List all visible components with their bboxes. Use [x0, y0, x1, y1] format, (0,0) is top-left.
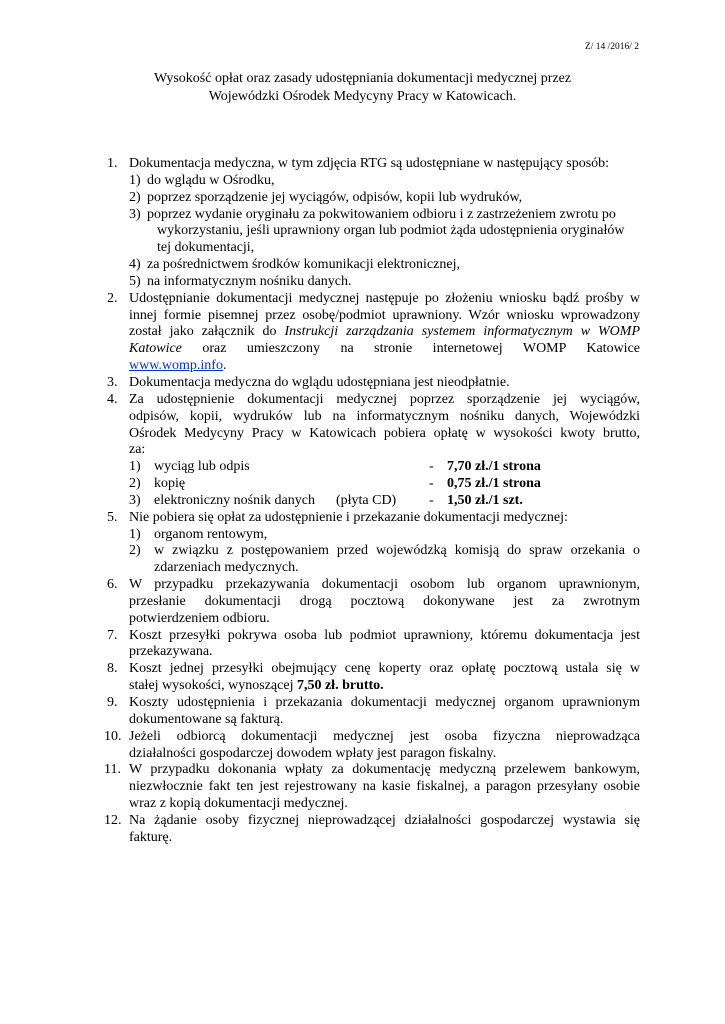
item-number: 12.: [104, 812, 122, 828]
fee-row: [129, 476, 640, 493]
sub-text: wykorzystaniu, jeśli uprawniony organ lub podmiot żąda udostępnienia oryginałów: [157, 223, 625, 239]
item-number: 10.: [104, 728, 122, 744]
item-text: odpisów, kopii, wydruków lub na informatycznym nośniku danych, Wojewódzki: [129, 408, 640, 424]
list-item-12: [104, 812, 640, 847]
fee-row: [129, 459, 640, 476]
item-text: innej formie pisemnej przez osobę/podmiot uprawniony. Wzór wniosku wprowadzony: [129, 307, 640, 323]
text-run: oraz umieszczony na stronie internetowej WOMP Katowice: [181, 341, 640, 357]
list-item-5: [107, 510, 640, 577]
item-text: działalności gospodarczej dowodem wpłaty jest paragon fiskalny.: [129, 745, 497, 761]
sub-number: 1): [129, 526, 141, 542]
item-text: niezwłocznie fakt ten jest rejestrowany na kasie fiskalnej, a paragon przesyłany osobie: [129, 779, 640, 795]
sub-text: za pośrednictwem środków komunikacji elektronicznej,: [147, 257, 460, 273]
item-text: Udostępnianie dokumentacji medycznej następuje po złożeniu wniosku bądź prośby w: [129, 290, 640, 306]
item-number: 8.: [107, 661, 118, 677]
item-text: W przypadku dokonania wpłaty za dokumentację medyczną przelewem bankowym,: [129, 762, 640, 778]
text-run: stałej wysokości, wynoszącej: [129, 678, 297, 694]
item-text: fakturę.: [129, 829, 173, 845]
sub-number: 2): [129, 189, 141, 205]
fee-number: 3): [129, 492, 141, 508]
item-text: W przypadku przekazywania dokumentacji osobom lub organom uprawnionym,: [129, 577, 640, 593]
list-item-10: [104, 728, 640, 763]
item-text: Nie pobiera się opłat za udostępnienie i przekazanie dokumentacji medycznej:: [129, 509, 568, 525]
document-body: [104, 156, 640, 847]
fee-dash: -: [429, 492, 434, 508]
item-text: Koszty udostępnienia i przekazania dokumentacji medycznej organom uprawnionym: [129, 695, 640, 710]
sub-item: [129, 173, 640, 190]
page-title: [0, 70, 725, 106]
item-text: Jeżeli odbiorcą dokumentacji medycznej jest osoba fizyczna nieprowadząca: [129, 728, 640, 744]
item-number: 2.: [107, 290, 118, 306]
item-number: 9.: [107, 695, 118, 710]
list-item-6: [107, 577, 640, 628]
sub-number: 2): [129, 543, 141, 559]
list-item-11: [104, 762, 640, 813]
sub-item: [129, 207, 640, 258]
item-text: [129, 341, 640, 358]
sub-text: poprzez sporządzenie jej wyciągów, odpisów, kopii lub wydruków,: [147, 189, 523, 205]
document-code: Z/ 14 /2016/ 2: [584, 42, 639, 52]
sub-item: [129, 274, 640, 291]
item-number: 7.: [107, 627, 118, 643]
item-text: Dokumentacja medyczna do wglądu udostępniana jest nieodpłatnie.: [129, 374, 510, 390]
item-number: 1.: [107, 156, 118, 171]
item-number: 3.: [107, 374, 118, 390]
item-text: dokumentowane są fakturą.: [129, 711, 284, 727]
sub-item: [129, 527, 640, 544]
item-text: za:: [129, 442, 146, 458]
list-item-3: [107, 375, 640, 392]
title-line-2: Wojewódzki Ośrodek Medycyny Pracy w Katowicach.: [208, 89, 517, 104]
sub-number: 1): [129, 172, 141, 188]
womp-website-link[interactable]: www.womp.info: [129, 358, 223, 374]
sub-item: [129, 257, 640, 274]
sub-text: do wglądu w Ośrodku,: [147, 172, 275, 188]
fee-number: 1): [129, 459, 141, 475]
text-run: .: [222, 358, 227, 374]
item-text: Koszt jednej przesyłki obejmujący cenę koperty oraz opłatę pocztową ustala się w: [129, 661, 640, 677]
list-item-2: [107, 291, 640, 375]
fee-row: [129, 493, 640, 510]
item-text: potwierdzeniem odbioru.: [129, 610, 270, 626]
item-text: Na żądanie osoby fizycznej nieprowadzącej działalności gospodarczej wystawia się: [129, 812, 640, 828]
item-number: 4.: [107, 391, 118, 407]
item-text: [129, 678, 640, 695]
fee-dash: -: [429, 476, 434, 492]
instruction-title-end: Katowice: [129, 341, 182, 357]
item-text: [129, 358, 640, 375]
item-text: Koszt przesyłki pokrywa osoba lub podmiot uprawniony, któremu dokumentacja jest: [129, 627, 640, 643]
sub-text: poprzez wydanie oryginału za pokwitowaniem odbioru i z zastrzeżeniem zwrotu po: [147, 206, 616, 222]
text-run: został jako załącznik do: [129, 324, 285, 340]
item-text: [129, 324, 640, 341]
list-item-4: [107, 392, 640, 510]
fee-description: wyciąg lub odpis: [154, 459, 250, 475]
item-text: wraz z kopią dokumentacji medycznej.: [129, 796, 348, 812]
list-item-8: [107, 661, 640, 695]
item-text: przekazywana.: [129, 644, 213, 660]
fee-price: 7,70 zł./1 strona: [447, 459, 541, 475]
item-number: 6.: [107, 577, 118, 593]
sub-number: 5): [129, 273, 141, 289]
sub-text: tej dokumentacji,: [157, 240, 255, 256]
item-number: 5.: [107, 509, 118, 525]
sub-text: w związku z postępowaniem przed wojewódzką komisją do spraw orzekania o: [154, 543, 640, 559]
shipping-price: 7,50 zł. brutto.: [296, 678, 384, 694]
instruction-title: Instrukcji zarządzania systemem informatycznym w WOMP: [284, 324, 640, 340]
sub-text: zdarzeniach medycznych.: [154, 560, 299, 576]
list-item-1: [107, 156, 640, 291]
item-text: Dokumentacja medyczna, w tym zdjęcia RTG są udostępniane w następujący sposób:: [129, 156, 610, 171]
item-text: Za udostępnienie dokumentacji medycznej poprzez sporządzenie jej wyciągów,: [129, 391, 640, 407]
title-line-1: Wysokość opłat oraz zasady udostępniania dokumentacji medycznej przez: [153, 71, 572, 86]
sub-number: 3): [129, 206, 141, 222]
item-number: 11.: [104, 762, 121, 778]
fee-description: elektroniczny nośnik danych (płyta CD): [154, 492, 397, 508]
sub-text: organom rentowym,: [154, 526, 268, 542]
item-text: przesłanie dokumentacji drogą pocztową dokonywane jest za zwrotnym: [129, 593, 640, 609]
sub-text: na informatycznym nośniku danych.: [147, 273, 352, 289]
list-item-9: [107, 695, 640, 729]
list-item-7: [107, 628, 640, 662]
sub-number: 4): [129, 257, 141, 273]
sub-item: [129, 190, 640, 207]
item-text: Ośrodek Medycyny Pracy w Katowicach pobiera opłatę w wysokości kwoty brutto,: [129, 425, 640, 441]
fee-dash: -: [429, 459, 434, 475]
sub-item: [129, 543, 640, 577]
fee-number: 2): [129, 476, 141, 492]
fee-price: 1,50 zł./1 szt.: [447, 492, 523, 508]
fee-price: 0,75 zł./1 strona: [447, 476, 541, 492]
fee-description: kopię: [154, 476, 186, 492]
